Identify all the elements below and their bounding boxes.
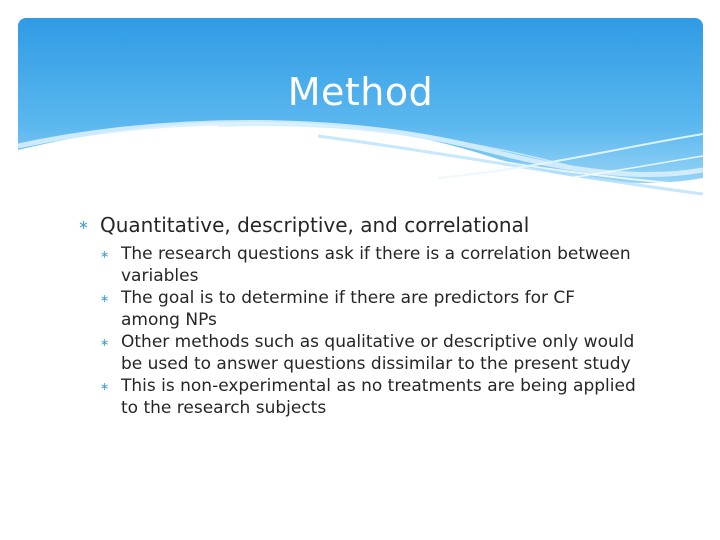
bullet-item: [78, 212, 638, 238]
sub-bullet-item: [100, 332, 638, 375]
sub-bullet-text: The research questions ask if there is a correlation between variables: [121, 244, 631, 286]
asterisk-bullet-icon: ∗: [100, 248, 110, 261]
asterisk-bullet-icon: ∗: [100, 380, 110, 393]
sub-bullet-item: [100, 376, 638, 419]
title-banner: [18, 18, 703, 200]
sub-bullet-text: This is non-experimental as no treatments are being applied to the research subjects: [121, 376, 636, 418]
asterisk-bullet-icon: ∗: [100, 292, 110, 305]
sub-bullet-text: Other methods such as qualitative or descriptive only would be used to answer questions dissimilar to the present study: [121, 332, 635, 374]
sub-bullet-item: [100, 288, 638, 331]
bullet-list: [78, 212, 638, 420]
sub-bullet-list: [100, 244, 638, 419]
asterisk-bullet-icon: ∗: [78, 218, 89, 233]
sub-bullet-item: [100, 244, 638, 287]
asterisk-bullet-icon: ∗: [100, 336, 110, 349]
sub-bullet-text: The goal is to determine if there are predictors for CF among NPs: [121, 288, 576, 330]
slide-title: Method: [287, 70, 434, 114]
bullet-text: Quantitative, descriptive, and correlational: [100, 213, 530, 237]
